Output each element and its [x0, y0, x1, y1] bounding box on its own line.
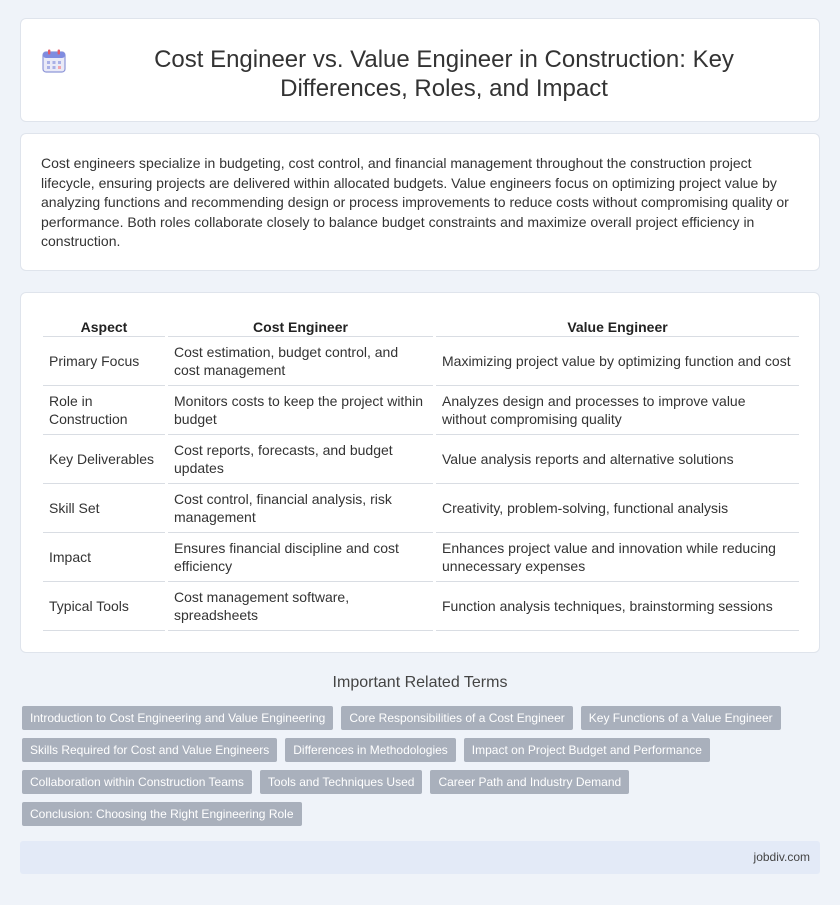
- table-row: [43, 386, 799, 435]
- related-terms-title: Important Related Terms: [332, 674, 508, 691]
- table-row: [43, 484, 799, 533]
- table-cell: Primary Focus: [43, 337, 165, 386]
- table-header-row: [43, 315, 799, 337]
- table-cell: Cost management software, spreadsheets: [168, 582, 433, 631]
- header-value-engineer: Value Engineer: [436, 315, 799, 337]
- table-cell: Enhances project value and innovation while reducing unnecessary expenses: [436, 533, 799, 582]
- comparison-table-card: [20, 292, 820, 653]
- table-cell: Value analysis reports and alternative solutions: [436, 435, 799, 484]
- related-term-tag[interactable]: Core Responsibilities of a Cost Engineer: [341, 706, 572, 730]
- related-terms-list: [22, 706, 812, 834]
- table-cell: Cost estimation, budget control, and cost management: [168, 337, 433, 386]
- table-cell: Maximizing project value by optimizing function and cost: [436, 337, 799, 386]
- table-cell: Monitors costs to keep the project within budget: [168, 386, 433, 435]
- table-cell: Typical Tools: [43, 582, 165, 631]
- intro-paragraph: Cost engineers specialize in budgeting, cost control, and financial management throughout the construction project lifecycle, ensuring projects are delivered within allocated budgets. Value engineers focus on optimizing project value by analyzing functions and recommending design or process improvements to reduce costs without compromising quality or performance. Both roles collaborate closely to balance budget constraints and maximize overall project efficiency in construction.: [41, 155, 789, 250]
- intro-card: [20, 133, 820, 271]
- table-cell: Analyzes design and processes to improve value without compromising quality: [436, 386, 799, 435]
- table-cell: Key Deliverables: [43, 435, 165, 484]
- table-row: [43, 533, 799, 582]
- related-term-tag[interactable]: Differences in Methodologies: [285, 738, 456, 762]
- table-cell: Cost control, financial analysis, risk management: [168, 484, 433, 533]
- table-row: [43, 337, 799, 386]
- table-cell: Role in Construction: [43, 386, 165, 435]
- page-title: Cost Engineer vs. Value Engineer in Construction: Key Differences, Roles, and Impact: [154, 46, 734, 102]
- footer: [20, 841, 820, 874]
- table-cell: Function analysis techniques, brainstorming sessions: [436, 582, 799, 631]
- related-term-tag[interactable]: Tools and Techniques Used: [260, 770, 423, 794]
- comparison-table: [40, 315, 802, 631]
- table-cell: Cost reports, forecasts, and budget updates: [168, 435, 433, 484]
- title-card: [20, 18, 820, 122]
- related-term-tag[interactable]: Conclusion: Choosing the Right Engineering Role: [22, 802, 302, 826]
- header-aspect: Aspect: [43, 315, 165, 337]
- related-term-tag[interactable]: Introduction to Cost Engineering and Value Engineering: [22, 706, 333, 730]
- calendar-icon: [41, 48, 67, 74]
- footer-site-link[interactable]: jobdiv.com: [753, 850, 810, 864]
- related-term-tag[interactable]: Key Functions of a Value Engineer: [581, 706, 781, 730]
- table-row: [43, 582, 799, 631]
- table-cell: Skill Set: [43, 484, 165, 533]
- table-row: [43, 435, 799, 484]
- related-term-tag[interactable]: Skills Required for Cost and Value Engineers: [22, 738, 277, 762]
- table-cell: Impact: [43, 533, 165, 582]
- related-term-tag[interactable]: Career Path and Industry Demand: [430, 770, 629, 794]
- header-cost-engineer: Cost Engineer: [168, 315, 433, 337]
- table-cell: Ensures financial discipline and cost efficiency: [168, 533, 433, 582]
- table-cell: Creativity, problem-solving, functional analysis: [436, 484, 799, 533]
- related-term-tag[interactable]: Impact on Project Budget and Performance: [464, 738, 710, 762]
- related-term-tag[interactable]: Collaboration within Construction Teams: [22, 770, 252, 794]
